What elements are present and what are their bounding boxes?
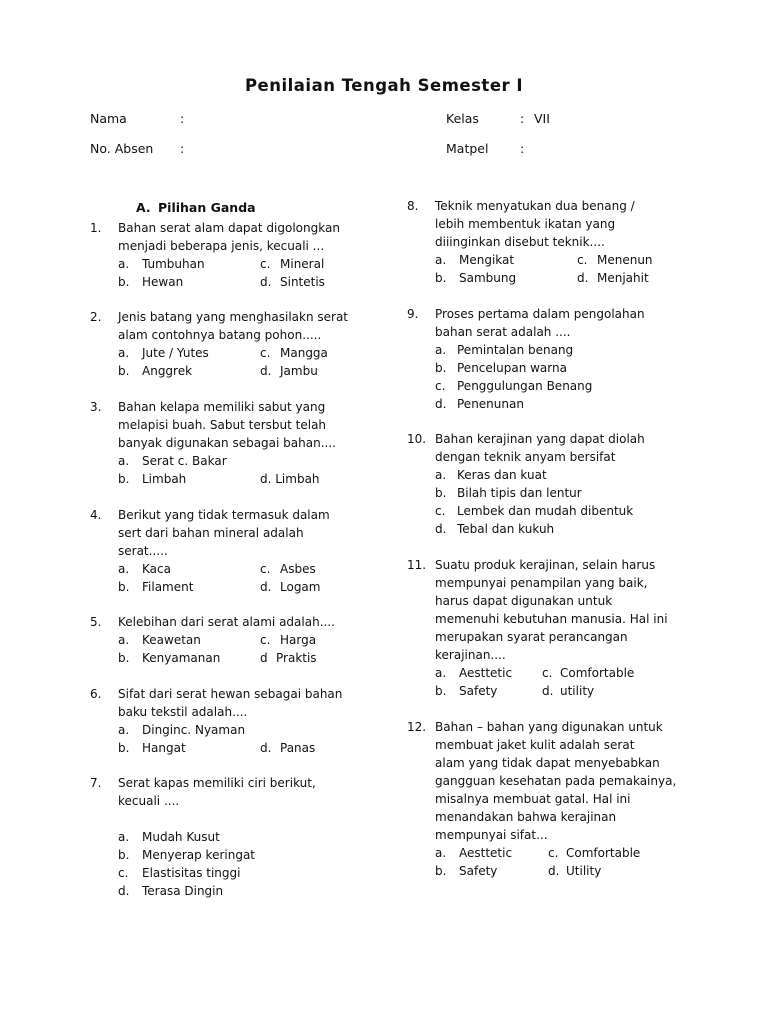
option-letter: a.	[118, 346, 130, 360]
question-number: 9.	[407, 307, 419, 321]
option-letter: d.	[548, 864, 560, 878]
option-letter: d.	[118, 884, 130, 898]
option-text: Comfortable	[566, 846, 641, 860]
nama-colon: :	[180, 111, 185, 126]
option-text: Keras dan kuat	[457, 468, 547, 482]
option-letter: b.	[118, 651, 130, 665]
question-text-line: mempunyai penampilan yang baik,	[435, 576, 648, 590]
question-text-line: misalnya membuat gatal. Hal ini	[435, 792, 631, 806]
page-title: Penilaian Tengah Semester I	[244, 76, 524, 95]
option-letter: a.	[118, 633, 130, 647]
option-letter: c.	[118, 866, 129, 880]
option-letter: a.	[118, 257, 130, 271]
question-text-line: Sifat dari serat hewan sebagai bahan	[118, 687, 343, 701]
option-text: Kaca	[142, 562, 171, 576]
question-text-line: merupakan syarat perancangan	[435, 630, 628, 644]
section-title: Pilihan Ganda	[158, 200, 256, 215]
question-text-line: alam contohnya batang pohon.....	[118, 328, 322, 342]
option-text: Tumbuhan	[142, 257, 205, 271]
option-text: Kenyamanan	[142, 651, 221, 665]
option-letter: d.	[260, 364, 272, 378]
question-text-line: menandakan bahwa kerajinan	[435, 810, 617, 824]
option-letter: c.	[548, 846, 559, 860]
question-text-line: serat.....	[118, 544, 168, 558]
option-text: Praktis	[276, 651, 317, 665]
question-number: 6.	[90, 687, 102, 701]
option-text: Limbah	[142, 472, 187, 486]
question-text-line: Bahan kelapa memiliki sabut yang	[118, 400, 326, 414]
absen-label: No. Absen	[90, 141, 154, 156]
question-text-line: kerajinan....	[435, 648, 506, 662]
kelas-colon: :	[520, 111, 525, 126]
question-number: 4.	[90, 508, 102, 522]
option-text: Menjahit	[597, 271, 649, 285]
option-text: Mangga	[280, 346, 328, 360]
option-letter: b.	[435, 864, 447, 878]
option-letter: c.	[577, 253, 588, 267]
option-text: Mineral	[280, 257, 325, 271]
question-text-line: banyak digunakan sebagai bahan....	[118, 436, 336, 450]
question-text-line: harus dapat digunakan untuk	[435, 594, 613, 608]
option-text: Safety	[459, 864, 498, 878]
option-letter: d.	[260, 580, 272, 594]
option-text: Sintetis	[280, 275, 325, 289]
question-text-line: Bahan – bahan yang digunakan untuk	[435, 720, 663, 734]
option-letter: b.	[435, 271, 447, 285]
question-number: 12.	[407, 720, 427, 734]
option-letter: c.	[260, 346, 271, 360]
option-letter: a.	[118, 830, 130, 844]
question-text-line: melapisi buah. Sabut tersbut telah	[118, 418, 327, 432]
option-text: Menenun	[597, 253, 653, 267]
option-letter: c.	[435, 504, 446, 518]
option-text: Pencelupan warna	[457, 361, 567, 375]
option-text: Bilah tipis dan lentur	[457, 486, 582, 500]
option-text: Aesttetic	[459, 666, 513, 680]
question-text-line: dengan teknik anyam bersifat	[435, 450, 616, 464]
option-text: Jambu	[280, 364, 318, 378]
option-text: Penenunan	[457, 397, 524, 411]
question-text-line: membuat jaket kulit adalah serat	[435, 738, 635, 752]
option-text: Aesttetic	[459, 846, 513, 860]
option-letter: b.	[118, 741, 130, 755]
option-letter: d.	[435, 522, 447, 536]
option-letter: c.	[260, 633, 271, 647]
option-text: Filament	[142, 580, 194, 594]
option-text: Jute / Yutes	[142, 346, 209, 360]
question-number: 10.	[407, 432, 427, 446]
option-text: Logam	[280, 580, 321, 594]
section-heading	[136, 200, 256, 215]
option-letter: a.	[435, 846, 447, 860]
option-text: Elastisitas tinggi	[142, 866, 241, 880]
option-text: Terasa Dingin	[142, 884, 224, 898]
question-text-line: mempunyai sifat...	[435, 828, 548, 842]
question-text-line: Teknik menyatukan dua benang /	[435, 199, 635, 213]
option-letter: b.	[435, 486, 447, 500]
matpel-label: Matpel	[446, 141, 489, 156]
question-number: 2.	[90, 310, 102, 324]
option-letter: d.	[260, 741, 272, 755]
question-text-line: Jenis batang yang menghasilakn serat	[118, 310, 349, 324]
option-text: Penggulungan Benang	[457, 379, 593, 393]
question-text-line: bahan serat adalah ....	[435, 325, 571, 339]
option-text: Asbes	[280, 562, 316, 576]
nama-label: Nama	[90, 111, 127, 126]
option-letter: b.	[118, 275, 130, 289]
option-text: Tebal dan kukuh	[457, 522, 555, 536]
option-text: Safety	[459, 684, 498, 698]
question-text-line: Kelebihan dari serat alami adalah....	[118, 615, 335, 629]
question-text-line: kecuali ....	[118, 794, 180, 808]
option-text: Dinginc. Nyaman	[142, 723, 246, 737]
option-letter: b.	[118, 848, 130, 862]
question-text-line: menjadi beberapa jenis, kecuali ...	[118, 239, 325, 253]
option-letter: b.	[118, 472, 130, 486]
question-text-line: Suatu produk kerajinan, selain harus	[435, 558, 656, 572]
question-text-line: alam yang tidak dapat menyebabkan	[435, 756, 660, 770]
question-number: 3.	[90, 400, 102, 414]
option-letter: d	[260, 651, 268, 665]
option-text: Menyerap keringat	[142, 848, 255, 862]
option-text: Harga	[280, 633, 317, 647]
question-text-line: Berikut yang tidak termasuk dalam	[118, 508, 330, 522]
option-letter: d.	[260, 275, 272, 289]
option-text: Mudah Kusut	[142, 830, 220, 844]
option-letter: c.	[260, 562, 271, 576]
option-letter: c.	[542, 666, 553, 680]
option-text: utility	[560, 684, 595, 698]
option-letter: c.	[260, 257, 271, 271]
kelas-value: VII	[534, 111, 550, 126]
question-number: 8.	[407, 199, 419, 213]
question-number: 1.	[90, 221, 102, 235]
option-letter: a.	[435, 666, 447, 680]
option-text: Sambung	[459, 271, 517, 285]
question-number: 11.	[407, 558, 427, 572]
option-text: Hangat	[142, 741, 186, 755]
option-letter: d.	[542, 684, 554, 698]
option-text: Lembek dan mudah dibentuk	[457, 504, 634, 518]
question-text-line: memenuhi kebutuhan manusia. Hal ini	[435, 612, 668, 626]
option-letter: a.	[118, 723, 130, 737]
option-text: Utility	[566, 864, 602, 878]
option-text: Pemintalan benang	[457, 343, 574, 357]
option-text: Keawetan	[142, 633, 201, 647]
option-letter: b.	[118, 580, 130, 594]
section-letter: A.	[136, 200, 151, 215]
option-letter: b.	[118, 364, 130, 378]
kelas-label: Kelas	[446, 111, 479, 126]
option-letter: a.	[118, 454, 130, 468]
question-text-line: gangguan kesehatan pada pemakainya,	[435, 774, 677, 788]
option-text: Hewan	[142, 275, 184, 289]
question-text-line: sert dari bahan mineral adalah	[118, 526, 304, 540]
question-text-line: lebih membentuk ikatan yang	[435, 217, 616, 231]
option-letter: c.	[435, 379, 446, 393]
option-letter: a.	[435, 343, 447, 357]
question-number: 7.	[90, 776, 102, 790]
option-text: Comfortable	[560, 666, 635, 680]
option-letter: d.	[435, 397, 447, 411]
option-text: Panas	[280, 741, 316, 755]
option-letter: a.	[118, 562, 130, 576]
question-number: 5.	[90, 615, 102, 629]
option-text: Mengikat	[459, 253, 515, 267]
option-letter: b.	[435, 361, 447, 375]
option-text: Anggrek	[142, 364, 193, 378]
option-letter: d.	[577, 271, 589, 285]
option-text: Serat c. Bakar	[142, 454, 227, 468]
option-letter: a.	[435, 468, 447, 482]
absen-colon: :	[180, 141, 185, 156]
question-text-line: Bahan kerajinan yang dapat diolah	[435, 432, 645, 446]
question-text-line: Serat kapas memiliki ciri berikut,	[118, 776, 316, 790]
option-letter: a.	[435, 253, 447, 267]
question-text-line: Bahan serat alam dapat digolongkan	[118, 221, 340, 235]
question-text-line: Proses pertama dalam pengolahan	[435, 307, 645, 321]
option-letter: b.	[435, 684, 447, 698]
question-text-line: baku tekstil adalah....	[118, 705, 248, 719]
matpel-colon: :	[520, 141, 525, 156]
option-text: d. Limbah	[260, 472, 320, 486]
question-text-line: diiinginkan disebut teknik....	[435, 235, 605, 249]
